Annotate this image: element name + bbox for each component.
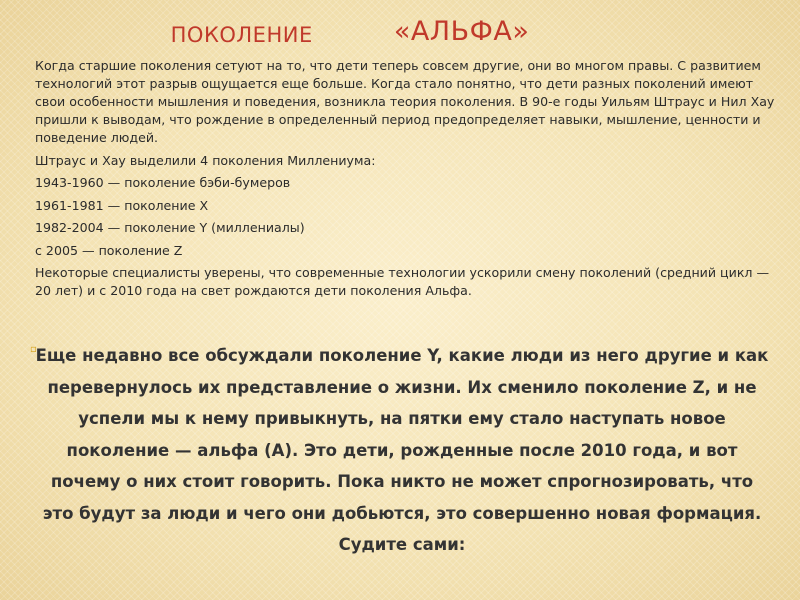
- list-item-generation-z: с 2005 — поколение Z: [35, 242, 183, 258]
- list-item-baby-boomers: 1943-1960 — поколение бэби-бумеров: [35, 175, 291, 190]
- bullet-text: Еще недавно все обсуждали поколение Y, какие люди из него другие и как перевернулось их представление о жизни. Их сменило поколение Z, и не успели мы к нему привыкнуть, на пятки ему стало наступать новое поколение — альфа (А). Это дети, рожденные после 2010 года, и вот почему о них стоит говорить. Пока никто не может спрогнозировать, что это будут за люди и чего они добьются, это совершенно новая формация. Судите сами:: [35, 346, 769, 554]
- list-item-generation-x: 1961-1981 — поколение X: [35, 197, 209, 213]
- title-part-alpha: «АЛЬФА»: [393, 16, 530, 47]
- title-part-generation: ПОКОЛЕНИЕ: [170, 23, 313, 47]
- paragraph-alpha-note: Некоторые специалисты уверены, что современные технологии ускорили смену поколений (средний цикл — 20 лет) и с 2010 года на свет рождаются дети поколения Альфа.: [35, 265, 770, 298]
- slide-title: [0, 18, 800, 49]
- bullet-square-icon: ▫: [30, 344, 37, 355]
- paragraph-intro: Когда старшие поколения сетуют на то, что дети теперь совсем другие, они во многом правы. С развитием технологий этот разрыв ощущается еще больше. Когда стало понятно, что дети разных поколений имеют свои особенности мышления и поведения, возникла теория поколения. В 90-е годы Уильям Штраус и Нил Хау пришли к выводам, что рождение в определенный период предопределяет навыки, мышление, ценности и поведение людей.: [35, 58, 775, 145]
- paragraph-generations-heading: Штраус и Хау выделили 4 поколения Миллениума:: [35, 152, 376, 168]
- bullet-block: [30, 340, 770, 561]
- intro-text-block: [35, 57, 775, 305]
- list-item-generation-y: 1982-2004 — поколение Y (миллениалы): [35, 220, 305, 235]
